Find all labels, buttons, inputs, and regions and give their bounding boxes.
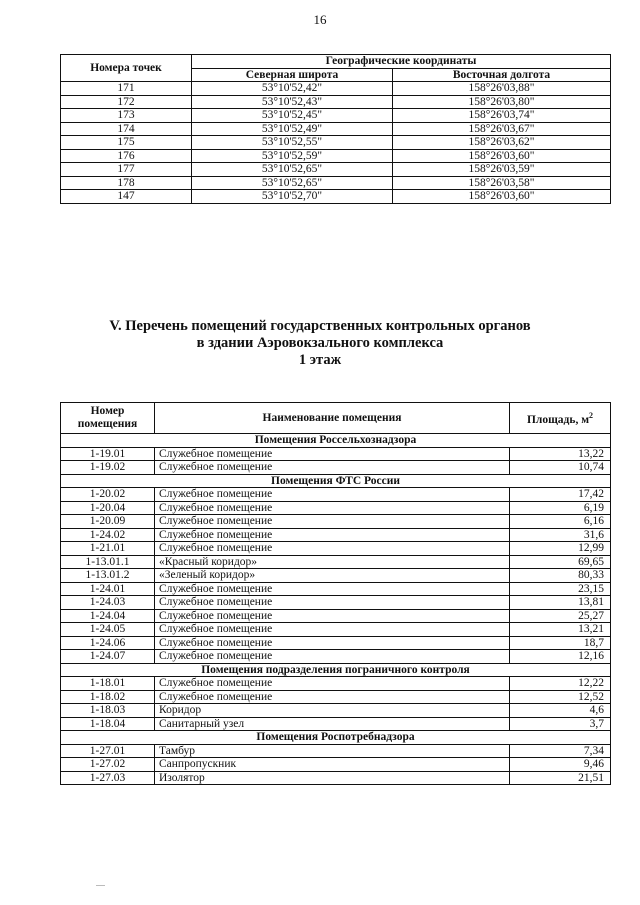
room-row — [61, 690, 611, 704]
room-row — [61, 501, 611, 515]
room-area-cell: 7,34 — [510, 744, 611, 758]
latitude-cell: 53°10'52,70" — [192, 190, 393, 204]
longitude-cell: 158°26'03,67" — [393, 122, 611, 136]
room-name-cell: Служебное помещение — [155, 488, 510, 502]
longitude-cell: 158°26'03,62" — [393, 136, 611, 150]
header-area — [510, 403, 611, 434]
header-point-numbers: Номера точек — [61, 55, 192, 82]
room-name-cell: Коридор — [155, 704, 510, 718]
header-room-number-line-2: помещения — [77, 418, 138, 430]
room-number-cell: 1-24.05 — [61, 623, 155, 637]
room-row — [61, 717, 611, 731]
room-name-cell: Служебное помещение — [155, 515, 510, 529]
room-area-cell: 23,15 — [510, 582, 611, 596]
coordinate-row — [61, 136, 611, 150]
section-row — [61, 731, 611, 745]
room-area-cell: 21,51 — [510, 771, 611, 785]
point-number-cell: 171 — [61, 82, 192, 96]
room-name-cell: «Зеленый коридор» — [155, 569, 510, 583]
room-row — [61, 447, 611, 461]
room-area-cell: 17,42 — [510, 488, 611, 502]
latitude-cell: 53°10'52,55" — [192, 136, 393, 150]
room-number-cell: 1-24.01 — [61, 582, 155, 596]
point-number-cell: 177 — [61, 163, 192, 177]
room-number-cell: 1-13.01.1 — [61, 555, 155, 569]
room-name-cell: Санитарный узел — [155, 717, 510, 731]
room-row — [61, 569, 611, 583]
header-room-number — [61, 403, 155, 434]
coordinate-row — [61, 190, 611, 204]
longitude-cell: 158°26'03,74" — [393, 109, 611, 123]
longitude-cell: 158°26'03,58" — [393, 176, 611, 190]
longitude-cell: 158°26'03,88" — [393, 82, 611, 96]
page-number: 16 — [313, 12, 327, 27]
latitude-cell: 53°10'52,65" — [192, 163, 393, 177]
room-name-cell: Служебное помещение — [155, 636, 510, 650]
room-number-cell: 1-18.03 — [61, 704, 155, 718]
room-row — [61, 609, 611, 623]
rooms-table — [60, 402, 611, 785]
room-name-cell: Служебное помещение — [155, 677, 510, 691]
room-row — [61, 528, 611, 542]
room-row — [61, 758, 611, 772]
longitude-cell: 158°26'03,59" — [393, 163, 611, 177]
room-row — [61, 771, 611, 785]
section-row — [61, 663, 611, 677]
room-row — [61, 623, 611, 637]
point-number-cell: 174 — [61, 122, 192, 136]
room-name-cell: Служебное помещение — [155, 650, 510, 664]
room-number-cell: 1-18.01 — [61, 677, 155, 691]
room-area-cell: 6,19 — [510, 501, 611, 515]
room-area-cell: 13,21 — [510, 623, 611, 637]
room-row — [61, 582, 611, 596]
latitude-cell: 53°10'52,45" — [192, 109, 393, 123]
room-name-cell: Тамбур — [155, 744, 510, 758]
room-name-cell: Служебное помещение — [155, 447, 510, 461]
section-heading-line-1: V. Перечень помещений государственных контрольных органов — [109, 318, 531, 334]
room-number-cell: 1-27.02 — [61, 758, 155, 772]
room-area-cell: 4,6 — [510, 704, 611, 718]
room-number-cell: 1-20.09 — [61, 515, 155, 529]
room-number-cell: 1-24.03 — [61, 596, 155, 610]
latitude-cell: 53°10'52,59" — [192, 149, 393, 163]
room-name-cell: Служебное помещение — [155, 596, 510, 610]
room-name-cell: Изолятор — [155, 771, 510, 785]
point-number-cell: 147 — [61, 190, 192, 204]
room-row — [61, 744, 611, 758]
room-row — [61, 542, 611, 556]
room-area-cell: 12,22 — [510, 677, 611, 691]
point-number-cell: 172 — [61, 95, 192, 109]
room-area-cell: 25,27 — [510, 609, 611, 623]
room-number-cell: 1-24.02 — [61, 528, 155, 542]
room-area-cell: 80,33 — [510, 569, 611, 583]
coordinate-row — [61, 176, 611, 190]
longitude-cell: 158°26'03,60" — [393, 190, 611, 204]
coordinate-row — [61, 149, 611, 163]
header-area-superscript: 2 — [589, 411, 594, 420]
room-number-cell: 1-24.07 — [61, 650, 155, 664]
room-name-cell: «Красный коридор» — [155, 555, 510, 569]
header-latitude: Северная широта — [192, 68, 393, 82]
section-heading-line-2: в здании Аэровокзального комплекса — [196, 335, 444, 351]
room-area-cell: 12,99 — [510, 542, 611, 556]
room-number-cell: 1-27.03 — [61, 771, 155, 785]
latitude-cell: 53°10'52,49" — [192, 122, 393, 136]
rooms-table-body — [61, 434, 611, 785]
header-area-label: Площадь, м — [526, 414, 590, 426]
coordinate-row — [61, 82, 611, 96]
room-row — [61, 596, 611, 610]
room-name-cell: Служебное помещение — [155, 623, 510, 637]
room-area-cell: 18,7 — [510, 636, 611, 650]
header-longitude: Восточная долгота — [393, 68, 611, 82]
room-area-cell: 9,46 — [510, 758, 611, 772]
section-heading-line-3: 1 этаж — [298, 352, 342, 368]
room-area-cell: 6,16 — [510, 515, 611, 529]
room-row — [61, 677, 611, 691]
room-row — [61, 650, 611, 664]
room-name-cell: Служебное помещение — [155, 501, 510, 515]
room-name-cell: Служебное помещение — [155, 582, 510, 596]
point-number-cell: 173 — [61, 109, 192, 123]
latitude-cell: 53°10'52,43" — [192, 95, 393, 109]
room-number-cell: 1-21.01 — [61, 542, 155, 556]
room-row — [61, 636, 611, 650]
section-row — [61, 434, 611, 448]
room-number-cell: 1-19.02 — [61, 461, 155, 475]
room-area-cell: 31,6 — [510, 528, 611, 542]
room-number-cell: 1-19.01 — [61, 447, 155, 461]
coordinate-row — [61, 163, 611, 177]
room-number-cell: 1-24.04 — [61, 609, 155, 623]
room-row — [61, 555, 611, 569]
room-area-cell: 13,22 — [510, 447, 611, 461]
room-name-cell: Служебное помещение — [155, 542, 510, 556]
scan-mark — [96, 885, 105, 886]
room-area-cell: 12,16 — [510, 650, 611, 664]
room-number-cell: 1-18.02 — [61, 690, 155, 704]
section-title: Помещения Россельхознадзора — [61, 434, 611, 448]
header-room-name: Наименование помещения — [155, 403, 510, 434]
latitude-cell: 53°10'52,65" — [192, 176, 393, 190]
room-number-cell: 1-27.01 — [61, 744, 155, 758]
room-area-cell: 10,74 — [510, 461, 611, 475]
section-row — [61, 474, 611, 488]
coordinate-row — [61, 95, 611, 109]
room-number-cell: 1-24.06 — [61, 636, 155, 650]
room-number-cell: 1-13.01.2 — [61, 569, 155, 583]
room-number-cell: 1-20.02 — [61, 488, 155, 502]
room-number-cell: 1-18.04 — [61, 717, 155, 731]
section-title: Помещения ФТС России — [61, 474, 611, 488]
section-heading — [0, 318, 640, 369]
room-area-cell: 12,52 — [510, 690, 611, 704]
room-area-cell: 13,81 — [510, 596, 611, 610]
room-name-cell: Служебное помещение — [155, 461, 510, 475]
section-title: Помещения Роспотребнадзора — [61, 731, 611, 745]
room-row — [61, 461, 611, 475]
coordinate-row — [61, 109, 611, 123]
coordinate-row — [61, 122, 611, 136]
latitude-cell: 53°10'52,42" — [192, 82, 393, 96]
header-room-number-line-1: Номер — [90, 405, 125, 417]
header-geo-coordinates: Географические координаты — [192, 55, 611, 69]
coordinates-table-body — [61, 82, 611, 204]
coordinates-table — [60, 54, 611, 204]
section-title: Помещения подразделения пограничного контроля — [61, 663, 611, 677]
room-row — [61, 488, 611, 502]
point-number-cell: 175 — [61, 136, 192, 150]
room-name-cell: Служебное помещение — [155, 609, 510, 623]
longitude-cell: 158°26'03,80" — [393, 95, 611, 109]
point-number-cell: 178 — [61, 176, 192, 190]
room-name-cell: Санпропускник — [155, 758, 510, 772]
room-row — [61, 515, 611, 529]
room-number-cell: 1-20.04 — [61, 501, 155, 515]
point-number-cell: 176 — [61, 149, 192, 163]
room-area-cell: 69,65 — [510, 555, 611, 569]
room-area-cell: 3,7 — [510, 717, 611, 731]
room-row — [61, 704, 611, 718]
longitude-cell: 158°26'03,60" — [393, 149, 611, 163]
room-name-cell: Служебное помещение — [155, 528, 510, 542]
room-name-cell: Служебное помещение — [155, 690, 510, 704]
